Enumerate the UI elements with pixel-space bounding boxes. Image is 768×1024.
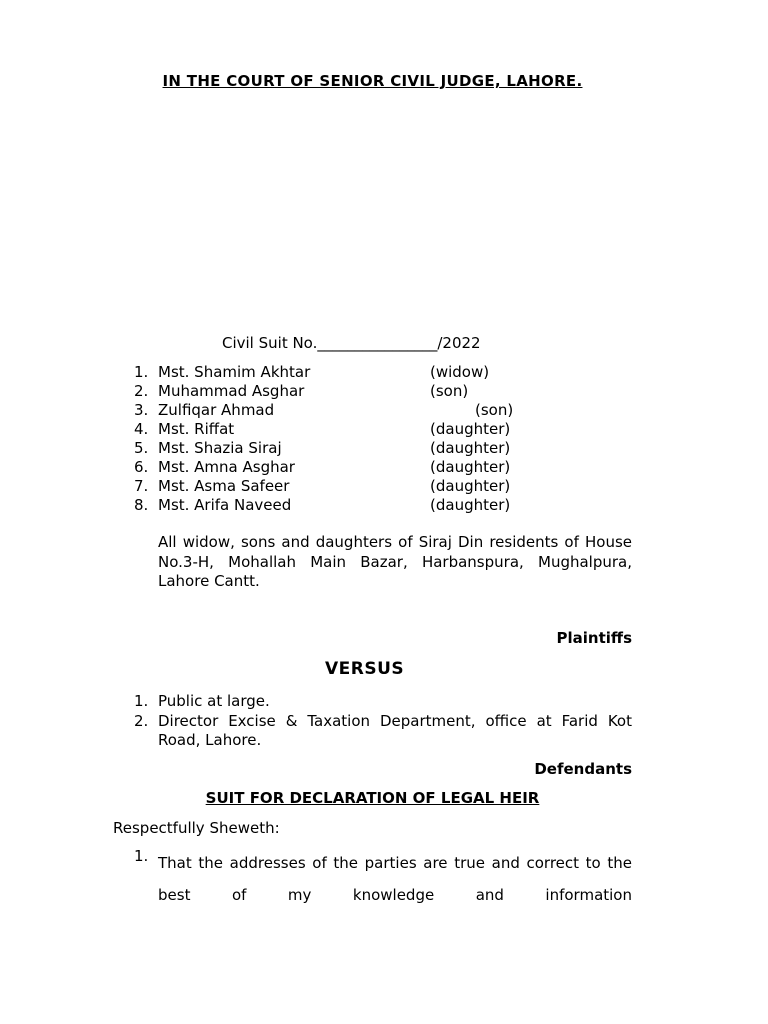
plaintiff-relation: (daughter) (430, 496, 511, 514)
plaintiff-relation: (son) (475, 401, 514, 419)
plaintiff-item (134, 477, 534, 496)
defendant-text: Public at large. (158, 692, 270, 710)
civil-suit-number: Civil Suit No.________________/2022 (222, 334, 481, 352)
plaintiff-number: 2. (134, 382, 149, 400)
plaintiffs-residence: All widow, sons and daughters of Siraj Din residents of House No.3-H, Mohallah Main Bazar, Harbanspura, Mughalpura, Lahore Cantt. (158, 533, 632, 590)
plaintiff-name: Mst. Riffat (158, 420, 235, 438)
plaintiff-number: 3. (134, 401, 149, 419)
plaintiff-number: 5. (134, 439, 149, 457)
plaintiff-relation: (daughter) (430, 420, 511, 438)
plaintiff-item (134, 496, 534, 515)
plaintiff-name: Mst. Asma Safeer (158, 477, 290, 495)
plaintiff-number: 1. (134, 363, 149, 381)
plaintiff-number: 7. (134, 477, 149, 495)
versus-heading: VERSUS (325, 659, 405, 679)
paragraph-number: 1. (134, 847, 149, 865)
plaintiff-name: Mst. Shamim Akhtar (158, 363, 311, 381)
plaintiff-item (134, 458, 534, 477)
plaintiff-item (134, 363, 534, 382)
plaintiff-relation: (daughter) (430, 458, 511, 476)
plaintiff-name: Muhammad Asghar (158, 382, 305, 400)
court-title: IN THE COURT OF SENIOR CIVIL JUDGE, LAHORE. (162, 72, 583, 90)
paragraph-text: That the addresses of the parties are true and correct to the best of my knowledge and information (158, 854, 632, 904)
plaintiff-relation: (widow) (430, 363, 490, 381)
plaintiff-name: Mst. Shazia Siraj (158, 439, 282, 457)
salutation: Respectfully Sheweth: (113, 819, 280, 837)
defendants-label: Defendants (534, 760, 632, 778)
plaintiff-item (134, 382, 534, 401)
defendant-number: 2. (134, 712, 149, 730)
defendant-number: 1. (134, 692, 149, 710)
plaintiff-name: Zulfiqar Ahmad (158, 401, 275, 419)
plaintiff-name: Mst. Amna Asghar (158, 458, 295, 476)
plaintiff-name: Mst. Arifa Naveed (158, 496, 292, 514)
plaintiff-number: 8. (134, 496, 149, 514)
plaintiff-item (134, 439, 534, 458)
suit-title: SUIT FOR DECLARATION OF LEGAL HEIR (205, 789, 540, 807)
plaintiff-number: 4. (134, 420, 149, 438)
plaintiff-item (134, 420, 534, 439)
plaintiff-number: 6. (134, 458, 149, 476)
defendant-text: Director Excise & Taxation Department, office at Farid Kot Road, Lahore. (158, 712, 632, 749)
plaintiff-relation: (daughter) (430, 477, 511, 495)
plaintiffs-label: Plaintiffs (556, 629, 632, 647)
plaintiff-relation: (son) (430, 382, 469, 400)
plaintiff-item (134, 401, 534, 420)
plaintiff-relation: (daughter) (430, 439, 511, 457)
